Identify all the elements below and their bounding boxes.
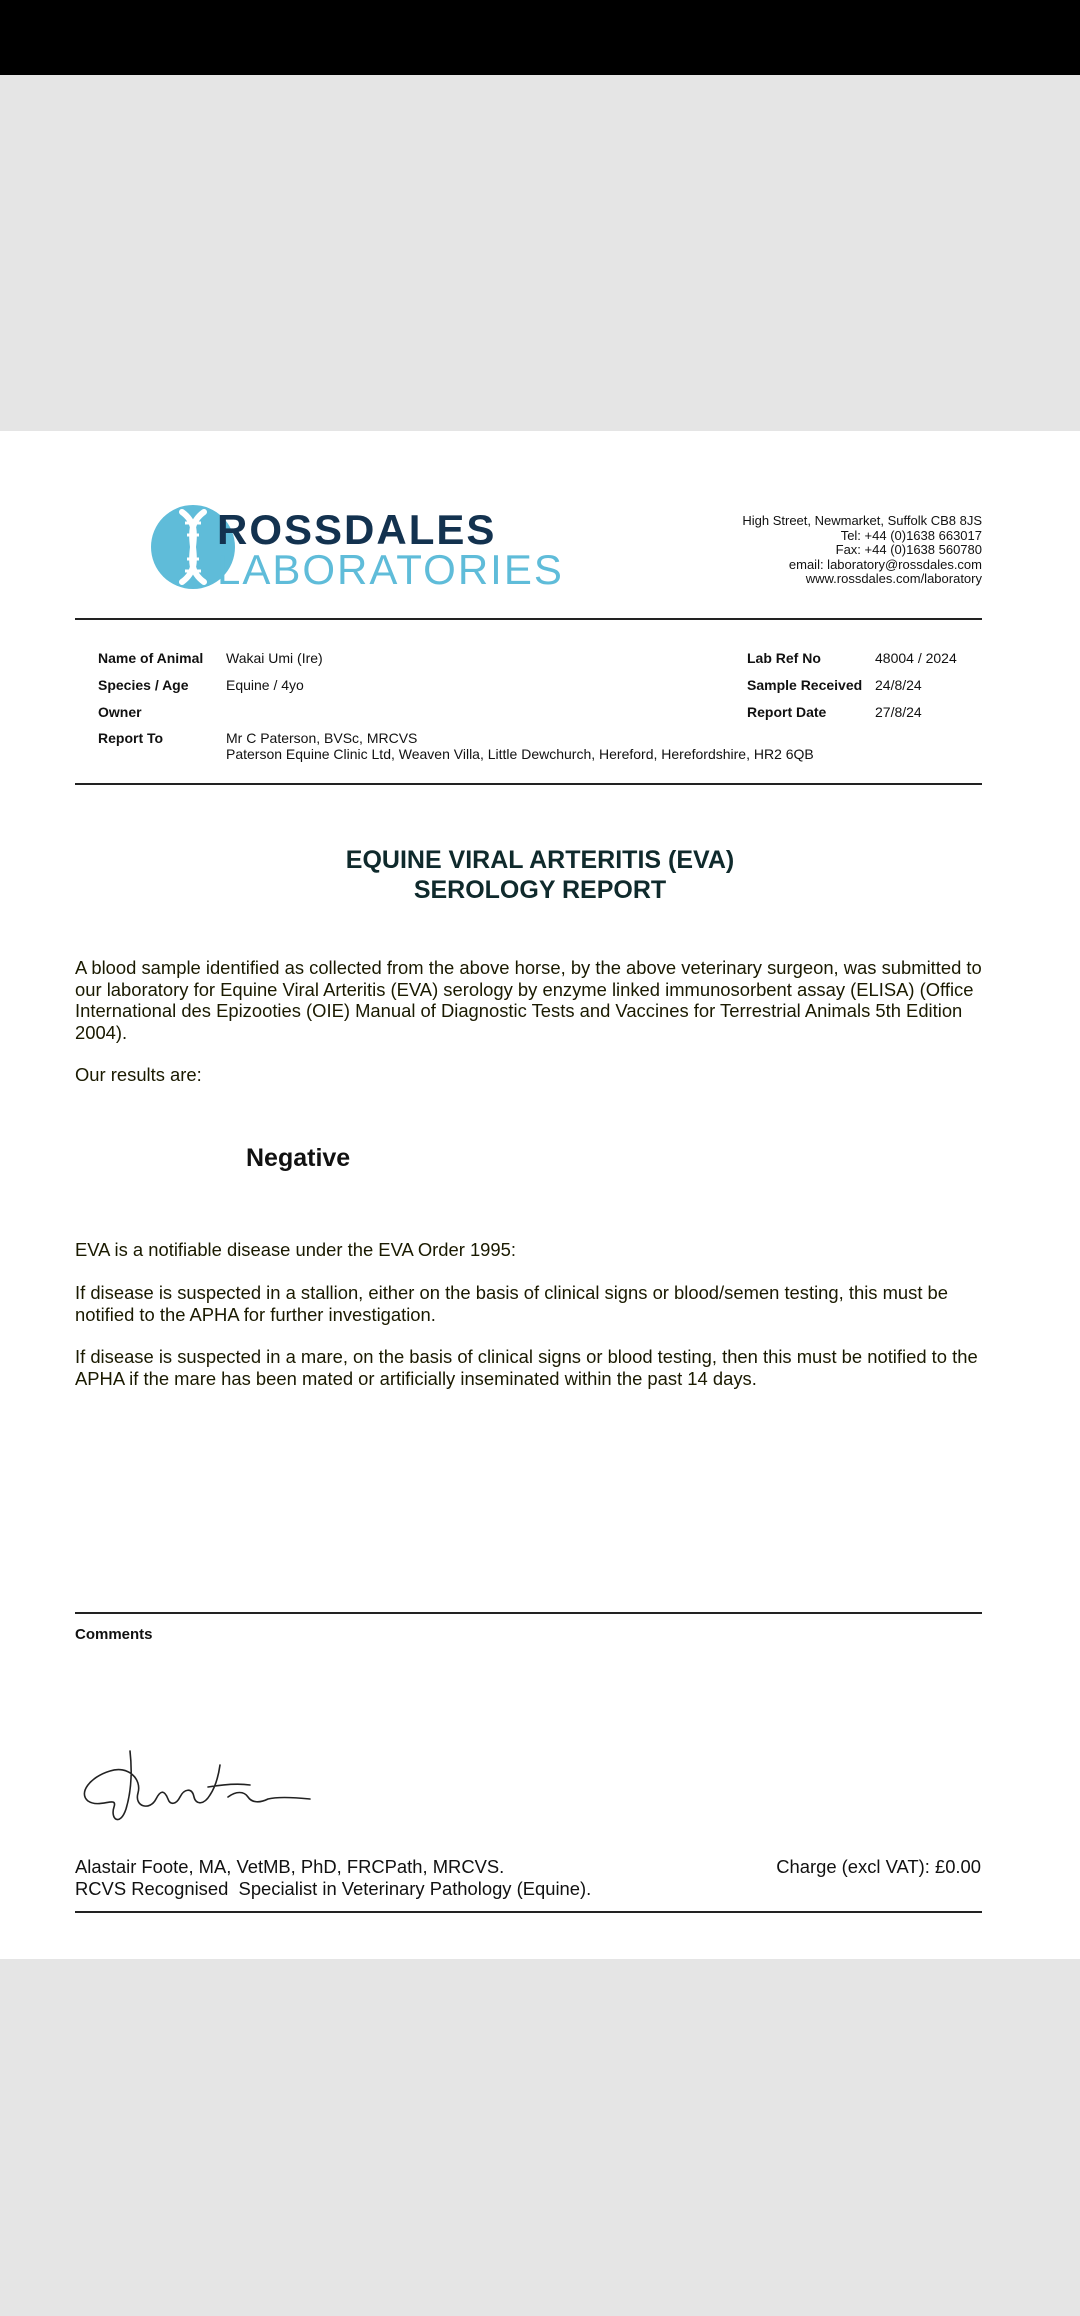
charge-amount: Charge (excl VAT): £0.00 [776, 1856, 981, 1877]
name-of-animal-label: Name of Animal [98, 650, 204, 666]
signer-title: RCVS Recognised Specialist in Veterinary Pathology (Equine). [75, 1877, 592, 1899]
lab-address [742, 514, 982, 587]
address-email: email: laboratory@rossdales.com [788, 556, 982, 572]
test-result: Negative [246, 1144, 351, 1172]
signature [80, 1749, 315, 1829]
owner-label: Owner [98, 704, 142, 720]
document-page [0, 431, 1080, 1959]
address-web: www.rossdales.com/laboratory [805, 571, 982, 586]
species-age-value: Equine / 4yo [226, 677, 304, 693]
notifiable-statement: EVA is a notifiable disease under the EVA Order 1995: [75, 1239, 516, 1260]
footer-divider [75, 1911, 982, 1913]
results-intro: Our results are: [75, 1064, 202, 1085]
report-date-value: 27/8/24 [875, 704, 922, 720]
report-to-label: Report To [98, 730, 164, 746]
report-title-line2: SEROLOGY REPORT [413, 876, 667, 904]
sample-received-label: Sample Received [747, 677, 863, 693]
header-divider [75, 618, 982, 620]
logo-text-rossdales: ROSSDALES [217, 506, 497, 553]
details-divider [75, 783, 982, 785]
lab-ref-value: 48004 / 2024 [875, 650, 957, 666]
lab-ref-label: Lab Ref No [747, 650, 821, 666]
intro-paragraph: A blood sample identified as collected from the above horse, by the above veterinary surgeon, was submitted to our laboratory for Equine Viral Arteritis (EVA) serology by enzyme linked immunosorbent assay (ELISA) (Office International des Epizooties (OIE) Manual of Diagnostic Tests and Vaccines for Terrestrial Animals 5th Edition 2004). [75, 957, 982, 1043]
logo-text-laboratories: LABORATORIES [217, 546, 564, 593]
report-to-line1: Mr C Paterson, BVSc, MRCVS [226, 730, 418, 746]
signer-name: Alastair Foote, MA, VetMB, PhD, FRCPath, MRCVS. [75, 1856, 505, 1877]
address-tel: Tel: +44 (0)1638 663017 [840, 527, 982, 543]
comments-divider [75, 1612, 982, 1614]
sample-received-value: 24/8/24 [875, 677, 922, 693]
report-date-label: Report Date [747, 704, 827, 720]
comments-label: Comments [75, 1626, 153, 1643]
status-bar [0, 0, 1080, 75]
address-line: High Street, Newmarket, Suffolk CB8 8JS [742, 513, 982, 528]
species-age-label: Species / Age [98, 677, 189, 693]
mare-note: If disease is suspected in a mare, on the basis of clinical signs or blood testing, then this must be notified to the APHA if the mare has been mated or artificially inseminated within the past 14 days. [75, 1346, 978, 1389]
stallion-note: If disease is suspected in a stallion, either on the basis of clinical signs or blood/semen testing, this must be notified to the APHA for further investigation. [75, 1282, 948, 1325]
report-to-line2: Paterson Equine Clinic Ltd, Weaven Villa, Little Dewchurch, Hereford, Herefordshire, HR2 6QB [226, 746, 814, 762]
report-title-line1: EQUINE VIRAL ARTERITIS (EVA) [345, 846, 735, 874]
signer-block [75, 1856, 591, 1899]
address-fax: Fax: +44 (0)1638 560780 [835, 542, 982, 557]
name-of-animal-value: Wakai Umi (Ire) [226, 650, 323, 666]
rossdales-logo [152, 504, 572, 594]
